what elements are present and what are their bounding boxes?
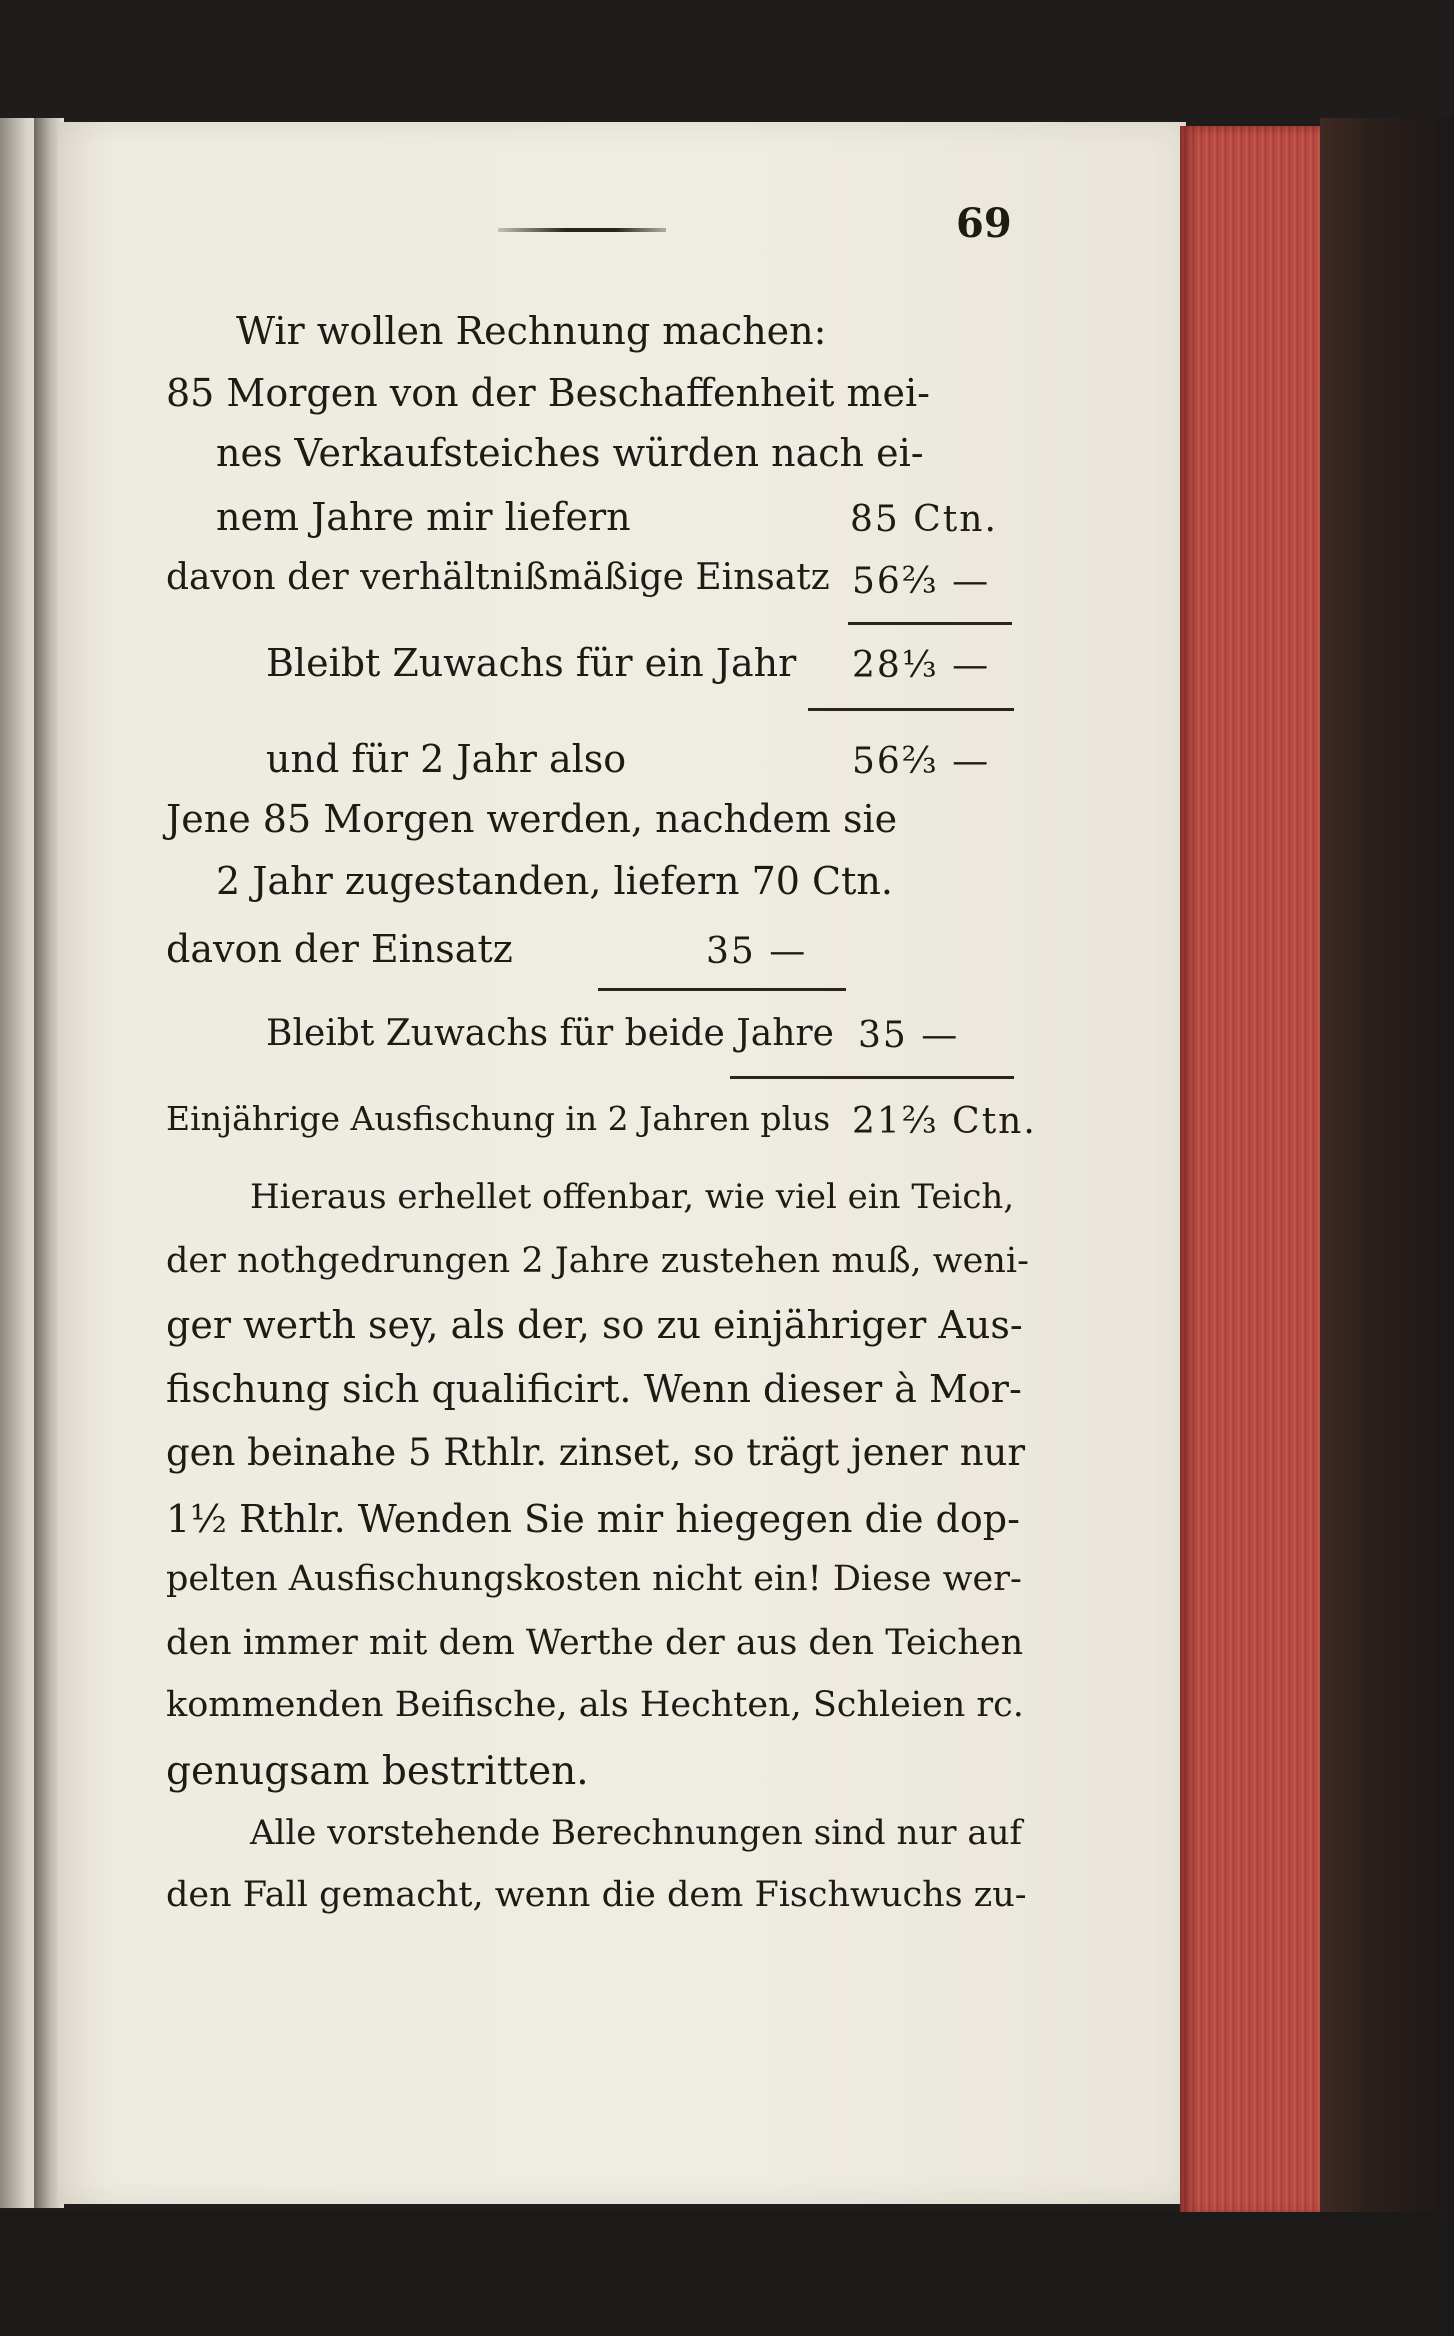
- text-line: 85 Morgen von der Beschaffenheit mei-: [166, 371, 930, 415]
- paragraph-line: der nothgedrungen 2 Jahre zustehen muß, weni-: [166, 1241, 1029, 1281]
- sum-rule: [730, 1076, 1014, 1079]
- text-line: Bleibt Zuwachs für beide Jahre: [266, 1013, 834, 1054]
- calc-intro-line: Wir wollen Rechnung machen:: [236, 309, 827, 353]
- value-21-2-3-ctn: 21⅔ Ctn.: [852, 1101, 1037, 1142]
- paragraph-line: Hieraus erhellet offenbar, wie viel ein Teich,: [250, 1177, 1015, 1217]
- paragraph-line: kommenden Beifische, als Hechten, Schleien rc.: [166, 1685, 1024, 1725]
- paragraph-line: den Fall gemacht, wenn die dem Fischwuchs zu-: [166, 1875, 1027, 1915]
- text-line: und für 2 Jahr also: [266, 737, 627, 781]
- paragraph-line: gen beinahe 5 Rthlr. zinset, so trägt jener nur: [166, 1431, 1026, 1474]
- red-page-edges: [1180, 126, 1330, 2216]
- header-ornament-rule: [498, 228, 666, 232]
- paragraph-line: Alle vorstehende Berechnungen sind nur auf: [250, 1813, 1023, 1853]
- sum-rule: [598, 988, 846, 991]
- sum-rule: [808, 708, 1014, 711]
- text-line: Bleibt Zuwachs für ein Jahr: [266, 641, 797, 685]
- value-56-2-3: 56⅔ —: [852, 561, 991, 602]
- paragraph-line: pelten Ausfischungskosten nicht ein! Diese wer-: [166, 1559, 1022, 1599]
- text-line: Jene 85 Morgen werden, nachdem sie: [166, 797, 898, 841]
- value-35: 35 —: [706, 931, 808, 972]
- text-line: davon der Einsatz: [166, 927, 513, 971]
- book-cover: [1320, 118, 1454, 2228]
- paragraph-line: den immer mit dem Werthe der aus den Teichen: [166, 1623, 1024, 1663]
- page-number: 69: [956, 200, 1012, 247]
- value-85-ctn: 85 Ctn.: [850, 499, 998, 540]
- text-line: Einjährige Ausfischung in 2 Jahren plus: [166, 1099, 831, 1138]
- text-line: davon der verhältnißmäßige Einsatz: [166, 557, 830, 598]
- background: [0, 2212, 1454, 2336]
- text-line: nem Jahre mir liefern: [216, 495, 631, 539]
- sum-rule: [848, 622, 1012, 625]
- paragraph-line: ger werth sey, als der, so zu einjähriger Aus-: [166, 1303, 1023, 1347]
- text-line: 2 Jahr zugestanden, liefern 70 Ctn.: [216, 859, 893, 903]
- paragraph-line: 1½ Rthlr. Wenden Sie mir hiegegen die dop-: [166, 1497, 1020, 1541]
- paragraph-line: genugsam bestritten.: [166, 1749, 589, 1794]
- text-line: nes Verkaufsteiches würden nach ei-: [216, 431, 924, 475]
- value-35-b: 35 —: [858, 1015, 960, 1056]
- value-28-1-3: 28⅓ —: [852, 645, 991, 686]
- value-56-2-3-b: 56⅔ —: [852, 741, 991, 782]
- paragraph-line: fischung sich qualificirt. Wenn dieser à Mor-: [166, 1367, 1022, 1411]
